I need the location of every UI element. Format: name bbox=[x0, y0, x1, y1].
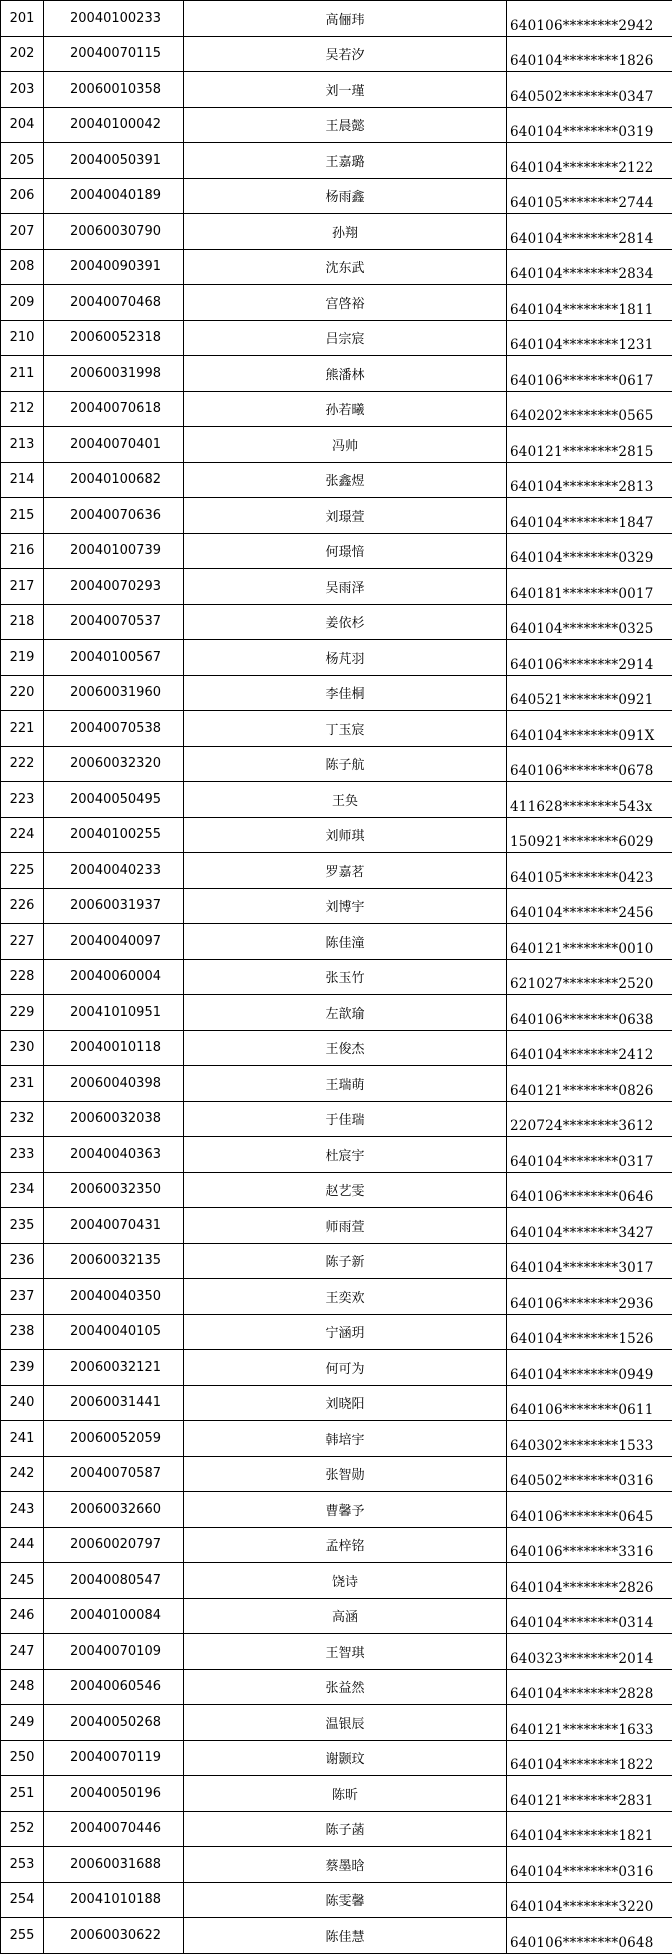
id-number-cell: 640181********0017 bbox=[507, 569, 672, 605]
id-number-cell: 640104********0314 bbox=[507, 1598, 672, 1634]
id-number-cell: 640104********0329 bbox=[507, 533, 672, 569]
seq-number-cell: 203 bbox=[1, 72, 44, 108]
table-row bbox=[1, 1, 672, 37]
id-number-cell: 640104********3017 bbox=[507, 1243, 672, 1279]
student-name-cell: 王嘉璐 bbox=[184, 143, 507, 179]
id-number-cell: 640502********0316 bbox=[507, 1456, 672, 1492]
seq-number-cell: 250 bbox=[1, 1740, 44, 1776]
table-row bbox=[1, 888, 672, 924]
student-name-cell: 于佳瑞 bbox=[184, 1101, 507, 1137]
table-row bbox=[1, 1101, 672, 1137]
exam-number-cell: 20060032038 bbox=[44, 1101, 184, 1137]
student-name-cell: 姜依杉 bbox=[184, 604, 507, 640]
student-name-cell: 王奕欢 bbox=[184, 1279, 507, 1315]
seq-number-cell: 219 bbox=[1, 640, 44, 676]
exam-number-cell: 20040090391 bbox=[44, 249, 184, 285]
seq-number-cell: 241 bbox=[1, 1421, 44, 1457]
table-row bbox=[1, 569, 672, 605]
seq-number-cell: 254 bbox=[1, 1882, 44, 1918]
exam-number-cell: 20060031441 bbox=[44, 1385, 184, 1421]
id-number-cell: 640106********3316 bbox=[507, 1527, 672, 1563]
exam-number-cell: 20040040189 bbox=[44, 178, 184, 214]
student-name-cell: 王俊杰 bbox=[184, 1030, 507, 1066]
student-name-cell: 刘师琪 bbox=[184, 817, 507, 853]
table-row bbox=[1, 1740, 672, 1776]
exam-number-cell: 20040070538 bbox=[44, 711, 184, 747]
table-row bbox=[1, 1279, 672, 1315]
seq-number-cell: 233 bbox=[1, 1137, 44, 1173]
seq-number-cell: 224 bbox=[1, 817, 44, 853]
student-name-cell: 孟梓铭 bbox=[184, 1527, 507, 1563]
seq-number-cell: 214 bbox=[1, 462, 44, 498]
student-name-cell: 高涵 bbox=[184, 1598, 507, 1634]
id-number-cell: 640104********1231 bbox=[507, 320, 672, 356]
student-name-cell: 张鑫煜 bbox=[184, 462, 507, 498]
student-name-cell: 吴雨泽 bbox=[184, 569, 507, 605]
id-number-cell: 640105********0423 bbox=[507, 853, 672, 889]
seq-number-cell: 234 bbox=[1, 1172, 44, 1208]
id-number-cell: 640121********2831 bbox=[507, 1776, 672, 1812]
exam-number-cell: 20040100255 bbox=[44, 817, 184, 853]
id-number-cell: 640104********2412 bbox=[507, 1030, 672, 1066]
student-name-cell: 陈佳慧 bbox=[184, 1918, 507, 1954]
student-name-cell: 王晨懿 bbox=[184, 107, 507, 143]
exam-number-cell: 20060031688 bbox=[44, 1847, 184, 1883]
seq-number-cell: 253 bbox=[1, 1847, 44, 1883]
seq-number-cell: 228 bbox=[1, 959, 44, 995]
exam-number-cell: 20040070293 bbox=[44, 569, 184, 605]
seq-number-cell: 207 bbox=[1, 214, 44, 250]
seq-number-cell: 221 bbox=[1, 711, 44, 747]
id-number-cell: 640104********3427 bbox=[507, 1208, 672, 1244]
exam-number-cell: 20040100084 bbox=[44, 1598, 184, 1634]
seq-number-cell: 220 bbox=[1, 675, 44, 711]
id-number-cell: 640521********0921 bbox=[507, 675, 672, 711]
seq-number-cell: 202 bbox=[1, 36, 44, 72]
table-row bbox=[1, 1598, 672, 1634]
id-number-cell: 640104********2122 bbox=[507, 143, 672, 179]
table-row bbox=[1, 1563, 672, 1599]
exam-number-cell: 20040070618 bbox=[44, 391, 184, 427]
exam-number-cell: 20040070109 bbox=[44, 1634, 184, 1670]
exam-number-cell: 20040050268 bbox=[44, 1705, 184, 1741]
seq-number-cell: 252 bbox=[1, 1811, 44, 1847]
student-name-cell: 何璟愔 bbox=[184, 533, 507, 569]
exam-number-cell: 20040070587 bbox=[44, 1456, 184, 1492]
table-row bbox=[1, 249, 672, 285]
exam-number-cell: 20060030622 bbox=[44, 1918, 184, 1954]
seq-number-cell: 210 bbox=[1, 320, 44, 356]
student-name-cell: 孙翔 bbox=[184, 214, 507, 250]
exam-number-cell: 20040100567 bbox=[44, 640, 184, 676]
id-number-cell: 640106********2914 bbox=[507, 640, 672, 676]
seq-number-cell: 249 bbox=[1, 1705, 44, 1741]
seq-number-cell: 245 bbox=[1, 1563, 44, 1599]
seq-number-cell: 212 bbox=[1, 391, 44, 427]
exam-number-cell: 20040040363 bbox=[44, 1137, 184, 1173]
student-name-cell: 丁玉宸 bbox=[184, 711, 507, 747]
student-name-cell: 温银辰 bbox=[184, 1705, 507, 1741]
student-name-cell: 宫啓裕 bbox=[184, 285, 507, 321]
seq-number-cell: 251 bbox=[1, 1776, 44, 1812]
seq-number-cell: 206 bbox=[1, 178, 44, 214]
table-row bbox=[1, 320, 672, 356]
exam-number-cell: 20040070401 bbox=[44, 427, 184, 463]
exam-number-cell: 20040070115 bbox=[44, 36, 184, 72]
exam-number-cell: 20040040233 bbox=[44, 853, 184, 889]
seq-number-cell: 227 bbox=[1, 924, 44, 960]
table-row bbox=[1, 36, 672, 72]
exam-number-cell: 20040010118 bbox=[44, 1030, 184, 1066]
table-row bbox=[1, 1066, 672, 1102]
student-name-cell: 李佳桐 bbox=[184, 675, 507, 711]
id-number-cell: 640121********2815 bbox=[507, 427, 672, 463]
student-name-cell: 张智勋 bbox=[184, 1456, 507, 1492]
table-row bbox=[1, 1350, 672, 1386]
student-name-cell: 张玉竹 bbox=[184, 959, 507, 995]
student-name-cell: 师雨萱 bbox=[184, 1208, 507, 1244]
exam-number-cell: 20060040398 bbox=[44, 1066, 184, 1102]
seq-number-cell: 208 bbox=[1, 249, 44, 285]
seq-number-cell: 246 bbox=[1, 1598, 44, 1634]
exam-number-cell: 20040050196 bbox=[44, 1776, 184, 1812]
exam-number-cell: 20060052059 bbox=[44, 1421, 184, 1457]
id-number-cell: 640106********2936 bbox=[507, 1279, 672, 1315]
id-number-cell: 640104********1526 bbox=[507, 1314, 672, 1350]
exam-number-cell: 20040100042 bbox=[44, 107, 184, 143]
exam-number-cell: 20040100739 bbox=[44, 533, 184, 569]
table-row bbox=[1, 72, 672, 108]
id-number-cell: 640106********0648 bbox=[507, 1918, 672, 1954]
seq-number-cell: 225 bbox=[1, 853, 44, 889]
seq-number-cell: 216 bbox=[1, 533, 44, 569]
exam-number-cell: 20040070119 bbox=[44, 1740, 184, 1776]
table-row bbox=[1, 1669, 672, 1705]
student-name-cell: 王奂 bbox=[184, 782, 507, 818]
id-number-cell: 640106********0617 bbox=[507, 356, 672, 392]
exam-number-cell: 20040060004 bbox=[44, 959, 184, 995]
seq-number-cell: 237 bbox=[1, 1279, 44, 1315]
student-name-cell: 蔡墨晗 bbox=[184, 1847, 507, 1883]
exam-number-cell: 20041010188 bbox=[44, 1882, 184, 1918]
table-row bbox=[1, 498, 672, 534]
table-row bbox=[1, 1456, 672, 1492]
student-name-cell: 陈子菡 bbox=[184, 1811, 507, 1847]
seq-number-cell: 213 bbox=[1, 427, 44, 463]
student-name-cell: 吕宗宸 bbox=[184, 320, 507, 356]
table-row bbox=[1, 1527, 672, 1563]
id-number-cell: 640104********0325 bbox=[507, 604, 672, 640]
seq-number-cell: 240 bbox=[1, 1385, 44, 1421]
seq-number-cell: 217 bbox=[1, 569, 44, 605]
seq-number-cell: 243 bbox=[1, 1492, 44, 1528]
student-name-cell: 刘璟萱 bbox=[184, 498, 507, 534]
exam-number-cell: 20060032135 bbox=[44, 1243, 184, 1279]
table-row bbox=[1, 1705, 672, 1741]
id-number-cell: 640106********2942 bbox=[507, 1, 672, 37]
id-number-cell: 640104********1826 bbox=[507, 36, 672, 72]
id-number-cell: 640104********1811 bbox=[507, 285, 672, 321]
id-number-cell: 640105********2744 bbox=[507, 178, 672, 214]
exam-number-cell: 20060032350 bbox=[44, 1172, 184, 1208]
id-number-cell: 640104********2828 bbox=[507, 1669, 672, 1705]
id-number-cell: 640121********0826 bbox=[507, 1066, 672, 1102]
seq-number-cell: 211 bbox=[1, 356, 44, 392]
id-number-cell: 640104********0317 bbox=[507, 1137, 672, 1173]
student-name-cell: 杨芃羽 bbox=[184, 640, 507, 676]
exam-number-cell: 20040100682 bbox=[44, 462, 184, 498]
student-name-cell: 王瑞萌 bbox=[184, 1066, 507, 1102]
student-name-cell: 冯帅 bbox=[184, 427, 507, 463]
exam-number-cell: 20060031937 bbox=[44, 888, 184, 924]
table-row bbox=[1, 1385, 672, 1421]
id-number-cell: 640104********2813 bbox=[507, 462, 672, 498]
table-row bbox=[1, 1634, 672, 1670]
exam-number-cell: 20041010951 bbox=[44, 995, 184, 1031]
table-row bbox=[1, 959, 672, 995]
seq-number-cell: 239 bbox=[1, 1350, 44, 1386]
seq-number-cell: 238 bbox=[1, 1314, 44, 1350]
table-row bbox=[1, 1421, 672, 1457]
seq-number-cell: 236 bbox=[1, 1243, 44, 1279]
table-row bbox=[1, 1208, 672, 1244]
exam-number-cell: 20040040350 bbox=[44, 1279, 184, 1315]
id-number-cell: 640104********2834 bbox=[507, 249, 672, 285]
table-row bbox=[1, 1314, 672, 1350]
student-name-cell: 陈昕 bbox=[184, 1776, 507, 1812]
exam-number-cell: 20040100233 bbox=[44, 1, 184, 37]
student-name-cell: 刘博宇 bbox=[184, 888, 507, 924]
table-row bbox=[1, 746, 672, 782]
id-number-cell: 640106********0638 bbox=[507, 995, 672, 1031]
id-number-cell: 220724********3612 bbox=[507, 1101, 672, 1137]
seq-number-cell: 235 bbox=[1, 1208, 44, 1244]
table-row bbox=[1, 604, 672, 640]
id-number-cell: 640106********0646 bbox=[507, 1172, 672, 1208]
student-name-cell: 赵艺雯 bbox=[184, 1172, 507, 1208]
exam-number-cell: 20060032320 bbox=[44, 746, 184, 782]
student-name-cell: 杨雨鑫 bbox=[184, 178, 507, 214]
seq-number-cell: 244 bbox=[1, 1527, 44, 1563]
seq-number-cell: 223 bbox=[1, 782, 44, 818]
roster-body bbox=[1, 1, 672, 1954]
exam-number-cell: 20040070636 bbox=[44, 498, 184, 534]
id-number-cell: 411628********543x bbox=[507, 782, 672, 818]
exam-number-cell: 20040070537 bbox=[44, 604, 184, 640]
table-row bbox=[1, 391, 672, 427]
exam-number-cell: 20040070468 bbox=[44, 285, 184, 321]
student-name-cell: 张益然 bbox=[184, 1669, 507, 1705]
exam-number-cell: 20060032660 bbox=[44, 1492, 184, 1528]
seq-number-cell: 242 bbox=[1, 1456, 44, 1492]
table-row bbox=[1, 462, 672, 498]
id-number-cell: 640106********0678 bbox=[507, 746, 672, 782]
table-row bbox=[1, 214, 672, 250]
table-row bbox=[1, 853, 672, 889]
table-row bbox=[1, 143, 672, 179]
exam-number-cell: 20040040105 bbox=[44, 1314, 184, 1350]
seq-number-cell: 201 bbox=[1, 1, 44, 37]
seq-number-cell: 215 bbox=[1, 498, 44, 534]
table-row bbox=[1, 782, 672, 818]
student-name-cell: 杜宸宇 bbox=[184, 1137, 507, 1173]
seq-number-cell: 204 bbox=[1, 107, 44, 143]
exam-number-cell: 20040070431 bbox=[44, 1208, 184, 1244]
id-number-cell: 640104********0319 bbox=[507, 107, 672, 143]
student-name-cell: 曹馨予 bbox=[184, 1492, 507, 1528]
id-number-cell: 640104********3220 bbox=[507, 1882, 672, 1918]
seq-number-cell: 229 bbox=[1, 995, 44, 1031]
seq-number-cell: 218 bbox=[1, 604, 44, 640]
student-name-cell: 谢颢玟 bbox=[184, 1740, 507, 1776]
id-number-cell: 640106********0611 bbox=[507, 1385, 672, 1421]
id-number-cell: 640302********1533 bbox=[507, 1421, 672, 1457]
exam-number-cell: 20040070446 bbox=[44, 1811, 184, 1847]
id-number-cell: 640104********2826 bbox=[507, 1563, 672, 1599]
exam-number-cell: 20060032121 bbox=[44, 1350, 184, 1386]
student-name-cell: 陈子航 bbox=[184, 746, 507, 782]
seq-number-cell: 247 bbox=[1, 1634, 44, 1670]
table-row bbox=[1, 1882, 672, 1918]
exam-number-cell: 20040060546 bbox=[44, 1669, 184, 1705]
table-row bbox=[1, 1847, 672, 1883]
id-number-cell: 640104********1822 bbox=[507, 1740, 672, 1776]
seq-number-cell: 248 bbox=[1, 1669, 44, 1705]
student-name-cell: 王智琪 bbox=[184, 1634, 507, 1670]
table-row bbox=[1, 427, 672, 463]
exam-number-cell: 20040050391 bbox=[44, 143, 184, 179]
table-row bbox=[1, 1172, 672, 1208]
exam-number-cell: 20040050495 bbox=[44, 782, 184, 818]
id-number-cell: 640121********1633 bbox=[507, 1705, 672, 1741]
table-row bbox=[1, 640, 672, 676]
table-row bbox=[1, 1918, 672, 1954]
student-name-cell: 高俪玮 bbox=[184, 1, 507, 37]
table-row bbox=[1, 711, 672, 747]
student-name-cell: 陈子新 bbox=[184, 1243, 507, 1279]
student-name-cell: 沈东武 bbox=[184, 249, 507, 285]
id-number-cell: 150921********6029 bbox=[507, 817, 672, 853]
table-row bbox=[1, 1776, 672, 1812]
student-name-cell: 孙若曦 bbox=[184, 391, 507, 427]
id-number-cell: 640104********091X bbox=[507, 711, 672, 747]
student-name-cell: 左歆瑜 bbox=[184, 995, 507, 1031]
seq-number-cell: 232 bbox=[1, 1101, 44, 1137]
id-number-cell: 640121********0010 bbox=[507, 924, 672, 960]
table-row bbox=[1, 817, 672, 853]
exam-number-cell: 20060030790 bbox=[44, 214, 184, 250]
id-number-cell: 640104********0316 bbox=[507, 1847, 672, 1883]
student-name-cell: 陈雯馨 bbox=[184, 1882, 507, 1918]
student-name-cell: 宁涵玥 bbox=[184, 1314, 507, 1350]
id-number-cell: 640104********2456 bbox=[507, 888, 672, 924]
table-row bbox=[1, 356, 672, 392]
id-number-cell: 640202********0565 bbox=[507, 391, 672, 427]
table-row bbox=[1, 995, 672, 1031]
student-name-cell: 陈佳潼 bbox=[184, 924, 507, 960]
id-number-cell: 640104********1821 bbox=[507, 1811, 672, 1847]
id-number-cell: 640106********0645 bbox=[507, 1492, 672, 1528]
table-row bbox=[1, 675, 672, 711]
exam-number-cell: 20060031998 bbox=[44, 356, 184, 392]
student-name-cell: 吴若汐 bbox=[184, 36, 507, 72]
table-row bbox=[1, 533, 672, 569]
student-name-cell: 韩培宇 bbox=[184, 1421, 507, 1457]
student-name-cell: 刘晓阳 bbox=[184, 1385, 507, 1421]
seq-number-cell: 209 bbox=[1, 285, 44, 321]
seq-number-cell: 222 bbox=[1, 746, 44, 782]
seq-number-cell: 230 bbox=[1, 1030, 44, 1066]
seq-number-cell: 205 bbox=[1, 143, 44, 179]
table-row bbox=[1, 924, 672, 960]
table-row bbox=[1, 1137, 672, 1173]
table-row bbox=[1, 285, 672, 321]
table-row bbox=[1, 1811, 672, 1847]
id-number-cell: 640104********0949 bbox=[507, 1350, 672, 1386]
exam-number-cell: 20060031960 bbox=[44, 675, 184, 711]
seq-number-cell: 226 bbox=[1, 888, 44, 924]
exam-number-cell: 20060020797 bbox=[44, 1527, 184, 1563]
table-row bbox=[1, 178, 672, 214]
exam-number-cell: 20040080547 bbox=[44, 1563, 184, 1599]
id-number-cell: 640104********1847 bbox=[507, 498, 672, 534]
table-row bbox=[1, 1492, 672, 1528]
exam-number-cell: 20040040097 bbox=[44, 924, 184, 960]
id-number-cell: 640502********0347 bbox=[507, 72, 672, 108]
exam-number-cell: 20060052318 bbox=[44, 320, 184, 356]
id-number-cell: 621027********2520 bbox=[507, 959, 672, 995]
exam-number-cell: 20060010358 bbox=[44, 72, 184, 108]
id-number-cell: 640323********2014 bbox=[507, 1634, 672, 1670]
seq-number-cell: 255 bbox=[1, 1918, 44, 1954]
id-number-cell: 640104********2814 bbox=[507, 214, 672, 250]
table-row bbox=[1, 1243, 672, 1279]
table-row bbox=[1, 107, 672, 143]
student-name-cell: 刘一瑾 bbox=[184, 72, 507, 108]
student-name-cell: 何可为 bbox=[184, 1350, 507, 1386]
student-name-cell: 饶诗 bbox=[184, 1563, 507, 1599]
table-row bbox=[1, 1030, 672, 1066]
seq-number-cell: 231 bbox=[1, 1066, 44, 1102]
student-name-cell: 熊潘林 bbox=[184, 356, 507, 392]
student-name-cell: 罗嘉茗 bbox=[184, 853, 507, 889]
